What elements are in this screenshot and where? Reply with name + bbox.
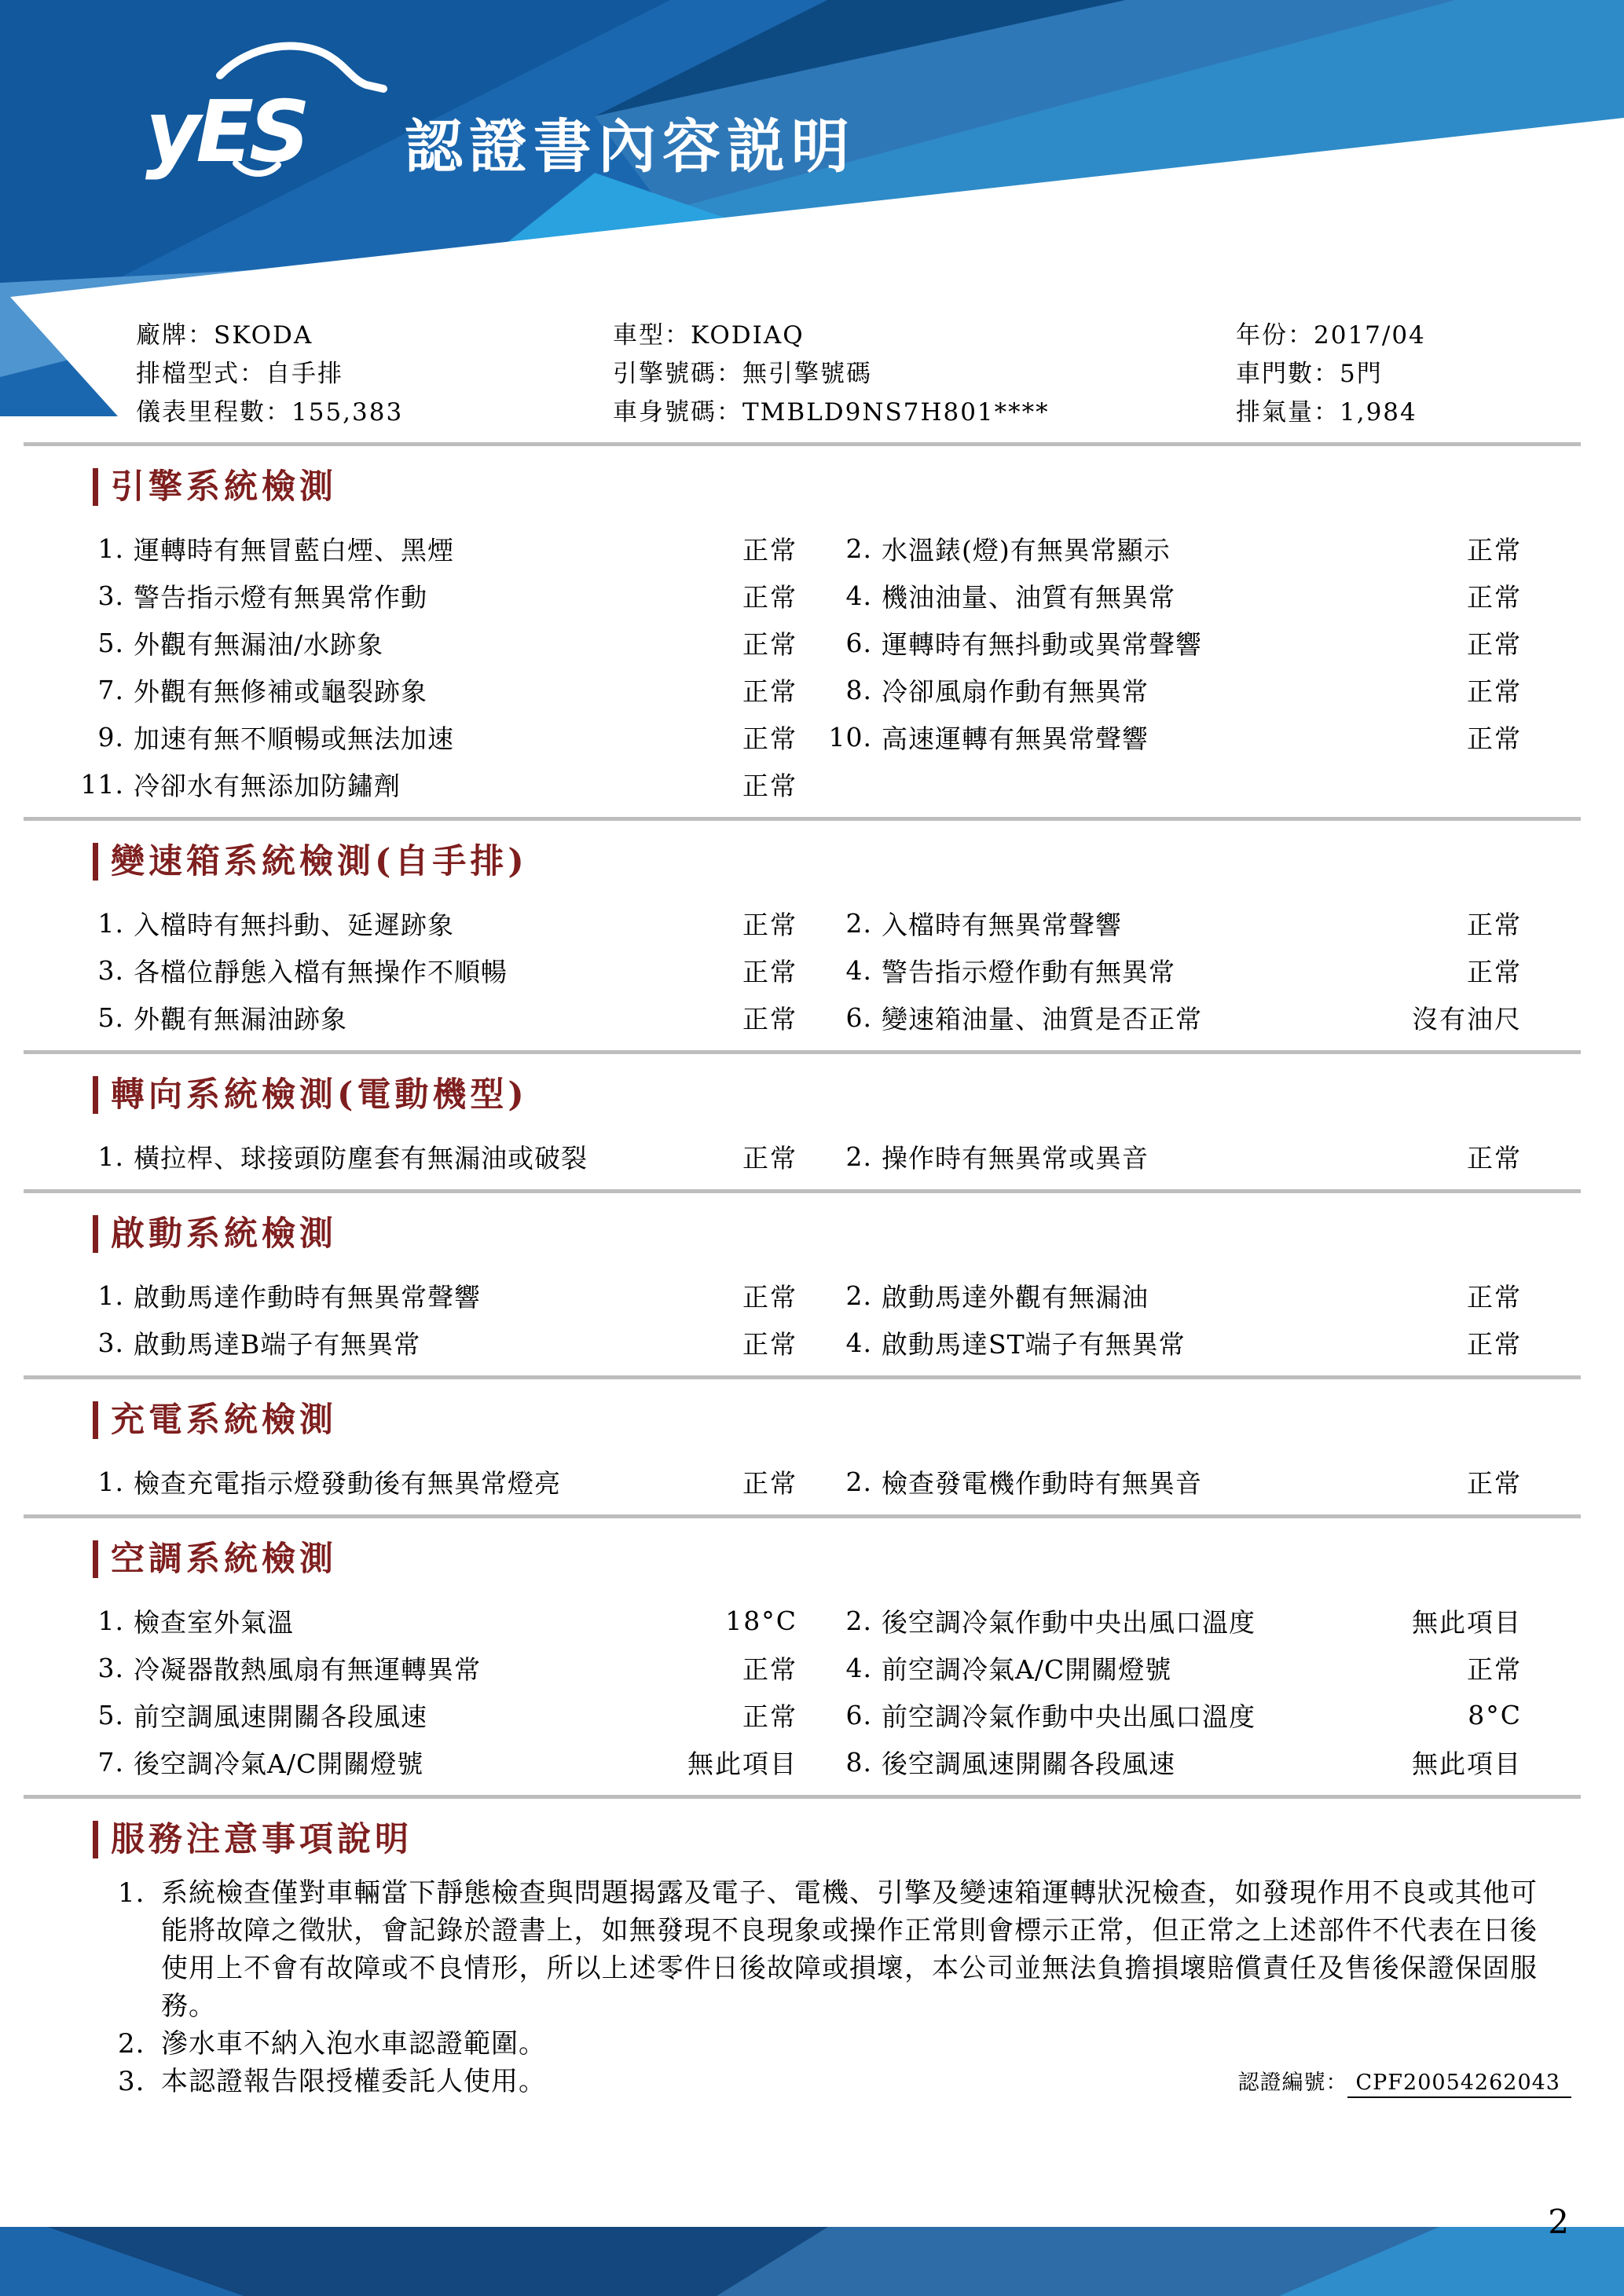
certificate-number-line bbox=[1237, 2065, 1571, 2096]
item-status: 正常 bbox=[742, 1467, 797, 1499]
item-label: 機油油量、油質有無異常 bbox=[882, 581, 1175, 613]
item-number: 3. bbox=[97, 1652, 124, 1683]
item-number: 2. bbox=[845, 1605, 872, 1636]
item-status: 正常 bbox=[742, 770, 797, 801]
vehicle-info-label: 排檔型式： bbox=[136, 360, 266, 388]
item-number: 2. bbox=[845, 533, 872, 564]
section-title bbox=[93, 1076, 1624, 1114]
item-label: 加速有無不順暢或無法加速 bbox=[134, 723, 454, 754]
vehicle-info bbox=[0, 317, 1624, 432]
item-status: 正常 bbox=[742, 676, 797, 707]
item-status: 正常 bbox=[742, 723, 797, 754]
section-rows bbox=[0, 1597, 1624, 1785]
item-status: 正常 bbox=[1467, 534, 1522, 566]
section-divider bbox=[24, 1795, 1581, 1799]
item-number: 4. bbox=[845, 1652, 872, 1683]
check-row bbox=[0, 666, 1624, 713]
item-status: 正常 bbox=[742, 1142, 797, 1174]
check-row bbox=[0, 947, 1624, 994]
check-row bbox=[0, 1738, 1624, 1785]
check-row bbox=[0, 1458, 1624, 1505]
note-number: 2. bbox=[118, 2028, 145, 2060]
item-label: 冷卻風扇作動有無異常 bbox=[882, 676, 1149, 707]
item-number: 2. bbox=[845, 1280, 872, 1311]
item-label: 冷卻水有無添加防鏽劑 bbox=[134, 770, 401, 801]
section-title bbox=[93, 1401, 1624, 1439]
item-label: 運轉時有無冒藍白煙、黑煙 bbox=[134, 534, 454, 566]
item-number: 4. bbox=[845, 1327, 872, 1358]
item-label: 各檔位靜態入檔有無操作不順暢 bbox=[134, 956, 508, 987]
item-label: 後空調風速開關各段風速 bbox=[882, 1748, 1175, 1779]
item-number: 1. bbox=[97, 907, 124, 939]
section-rows bbox=[0, 1272, 1624, 1366]
item-label: 警告指示燈有無異常作動 bbox=[134, 581, 427, 613]
vehicle-info-value: 自手排 bbox=[266, 360, 343, 388]
item-label: 外觀有無修補或龜裂跡象 bbox=[134, 676, 427, 707]
section-title-text: 變速箱系統檢測(自手排) bbox=[111, 842, 528, 881]
item-label: 前空調冷氣A/C開關燈號 bbox=[882, 1653, 1172, 1685]
inspection-section bbox=[0, 1076, 1624, 1180]
item-number: 6. bbox=[845, 627, 872, 658]
check-row bbox=[0, 572, 1624, 619]
section-title-bar bbox=[93, 1821, 98, 1858]
item-number: 5. bbox=[97, 1699, 124, 1730]
item-label: 後空調冷氣A/C開關燈號 bbox=[134, 1748, 424, 1779]
vehicle-info-label: 車身號碼： bbox=[613, 398, 742, 427]
item-label: 後空調冷氣作動中央出風口溫度 bbox=[882, 1606, 1256, 1638]
section-divider bbox=[24, 1050, 1581, 1054]
check-row bbox=[0, 1597, 1624, 1644]
note-item bbox=[118, 1874, 1624, 2025]
item-number: 3. bbox=[97, 954, 124, 986]
vehicle-info-field bbox=[613, 355, 1236, 394]
item-status: 沒有油尺 bbox=[1412, 1003, 1522, 1034]
item-number: 1. bbox=[97, 1605, 124, 1636]
inspection-section bbox=[0, 1215, 1624, 1366]
section-title bbox=[93, 468, 1624, 506]
item-label: 啟動馬達作動時有無異常聲響 bbox=[134, 1281, 481, 1313]
check-row bbox=[0, 1133, 1624, 1180]
section-title-text: 引擎系統檢測 bbox=[111, 467, 337, 507]
item-status: 無此項目 bbox=[687, 1748, 797, 1779]
vehicle-info-field bbox=[613, 394, 1236, 432]
vehicle-info-value: TMBLD9NS7H801**** bbox=[742, 398, 1050, 427]
item-status: 正常 bbox=[742, 1328, 797, 1360]
vehicle-info-label: 引擎號碼： bbox=[613, 360, 742, 388]
section-rows bbox=[0, 525, 1624, 807]
certificate-number-label: 認證編號： bbox=[1237, 2071, 1348, 2095]
item-number: 1. bbox=[97, 1280, 124, 1311]
vehicle-info-label: 車門數： bbox=[1236, 360, 1340, 388]
vehicle-info-value: SKODA bbox=[214, 321, 313, 350]
section-rows bbox=[0, 1458, 1624, 1505]
inspection-section bbox=[0, 1401, 1624, 1505]
item-number: 4. bbox=[845, 954, 872, 986]
note-item bbox=[118, 2025, 1624, 2063]
item-status: 正常 bbox=[1467, 581, 1522, 613]
note-text: 系統檢查僅對車輛當下靜態檢查與問題揭露及電子、電機、引擎及變速箱運轉狀況檢查，如發現作用不良或其他可能將故障之徵狀，會記錄於證書上，如無發現不良現象或操作正常則會標示正常，但正常之上述部件不代表在日後使用上不會有故障或不良情形，所以上述零件日後故障或損壞，本公司並無法負擔損壞賠償責任及售後保證保固服務。 bbox=[161, 1877, 1538, 2022]
vehicle-info-field bbox=[613, 317, 1236, 355]
service-notes bbox=[0, 1821, 1624, 2100]
divider bbox=[24, 442, 1581, 446]
item-status: 正常 bbox=[742, 1701, 797, 1732]
item-status: 8°C bbox=[1468, 1699, 1522, 1730]
item-number: 2. bbox=[845, 1141, 872, 1172]
item-status: 正常 bbox=[1467, 723, 1522, 754]
item-status: 正常 bbox=[1467, 1142, 1522, 1174]
vehicle-info-value: 無引擎號碼 bbox=[742, 360, 872, 388]
item-label: 外觀有無漏油跡象 bbox=[134, 1003, 347, 1034]
item-number: 11. bbox=[80, 768, 124, 800]
item-status: 正常 bbox=[742, 1653, 797, 1685]
item-label: 高速運轉有無異常聲響 bbox=[882, 723, 1149, 754]
item-label: 前空調冷氣作動中央出風口溫度 bbox=[882, 1701, 1256, 1732]
check-row bbox=[0, 760, 1624, 807]
item-status: 正常 bbox=[1467, 909, 1522, 940]
item-label: 警告指示燈作動有無異常 bbox=[882, 956, 1175, 987]
item-number: 8. bbox=[845, 674, 872, 705]
item-number: 6. bbox=[845, 1002, 872, 1033]
item-number: 7. bbox=[97, 674, 124, 705]
item-status: 正常 bbox=[1467, 1653, 1522, 1685]
inspection-section bbox=[0, 1540, 1624, 1785]
inspection-section bbox=[0, 843, 1624, 1041]
yes-logo-text: yES bbox=[145, 83, 306, 181]
section-title-text: 空調系統檢測 bbox=[111, 1540, 337, 1579]
vehicle-info-field bbox=[136, 317, 613, 355]
vehicle-info-value: 155,383 bbox=[291, 398, 404, 427]
item-status: 無此項目 bbox=[1412, 1606, 1522, 1638]
item-number: 10. bbox=[828, 721, 872, 753]
section-title bbox=[93, 843, 1624, 881]
item-label: 檢查發電機作動時有無異音 bbox=[882, 1467, 1202, 1499]
vehicle-info-value: 2017/04 bbox=[1314, 321, 1426, 350]
item-label: 啟動馬達ST端子有無異常 bbox=[882, 1328, 1186, 1360]
certificate-number-value: CPF20054262043 bbox=[1347, 2071, 1571, 2098]
check-row bbox=[0, 1691, 1624, 1738]
item-status: 正常 bbox=[742, 909, 797, 940]
vehicle-info-field bbox=[1236, 394, 1624, 432]
section-title bbox=[93, 1821, 1624, 1858]
vehicle-info-field bbox=[1236, 355, 1624, 394]
item-number: 1. bbox=[97, 1466, 124, 1497]
item-label: 橫拉桿、球接頭防塵套有無漏油或破裂 bbox=[134, 1142, 588, 1174]
item-number: 5. bbox=[97, 1002, 124, 1033]
check-row bbox=[0, 1644, 1624, 1691]
item-number: 2. bbox=[845, 1466, 872, 1497]
item-label: 入檔時有無異常聲響 bbox=[882, 909, 1122, 940]
vehicle-info-field bbox=[136, 394, 613, 432]
section-title-bar bbox=[93, 1076, 98, 1114]
inspection-sections bbox=[0, 468, 1624, 1799]
item-label: 前空調風速開關各段風速 bbox=[134, 1701, 427, 1732]
item-label: 水溫錶(燈)有無異常顯示 bbox=[882, 534, 1171, 566]
item-number: 1. bbox=[97, 1141, 124, 1172]
item-status: 正常 bbox=[1467, 628, 1522, 660]
item-status: 正常 bbox=[1467, 1328, 1522, 1360]
note-number: 3. bbox=[118, 2066, 145, 2097]
item-number: 8. bbox=[845, 1746, 872, 1778]
vehicle-info-value: KODIAQ bbox=[691, 321, 805, 350]
section-divider bbox=[24, 1189, 1581, 1193]
section-title-bar bbox=[93, 468, 98, 506]
item-number: 7. bbox=[97, 1746, 124, 1778]
vehicle-info-label: 排氣量： bbox=[1236, 398, 1340, 427]
check-row bbox=[0, 713, 1624, 760]
item-number: 2. bbox=[845, 907, 872, 939]
item-number: 4. bbox=[845, 580, 872, 611]
item-status: 正常 bbox=[742, 628, 797, 660]
item-label: 運轉時有無抖動或異常聲響 bbox=[882, 628, 1202, 660]
item-label: 檢查室外氣溫 bbox=[134, 1606, 294, 1638]
section-rows bbox=[0, 1133, 1624, 1180]
item-number: 6. bbox=[845, 1699, 872, 1730]
item-label: 冷凝器散熱風扇有無運轉異常 bbox=[134, 1653, 481, 1685]
note-text: 滲水車不納入泡水車認證範圍。 bbox=[161, 2028, 546, 2060]
section-title bbox=[93, 1540, 1624, 1578]
check-row bbox=[0, 619, 1624, 666]
vehicle-info-value: 5門 bbox=[1340, 360, 1383, 388]
check-row bbox=[0, 525, 1624, 572]
section-divider bbox=[24, 1514, 1581, 1518]
vehicle-info-label: 廠牌： bbox=[136, 321, 214, 350]
item-status: 18°C bbox=[725, 1605, 797, 1636]
item-label: 啟動馬達外觀有無漏油 bbox=[882, 1281, 1149, 1313]
section-divider bbox=[24, 1375, 1581, 1379]
item-label: 檢查充電指示燈發動後有無異常燈亮 bbox=[134, 1467, 561, 1499]
item-status: 正常 bbox=[742, 1281, 797, 1313]
item-label: 入檔時有無抖動、延遲跡象 bbox=[134, 909, 454, 940]
page-number: 2 bbox=[1548, 2203, 1569, 2241]
section-title-text: 啟動系統檢測 bbox=[111, 1214, 337, 1254]
check-row bbox=[0, 1272, 1624, 1319]
note-text: 本認證報告限授權委託人使用。 bbox=[161, 2066, 546, 2097]
section-title-bar bbox=[93, 1215, 98, 1253]
item-status: 正常 bbox=[1467, 1467, 1522, 1499]
vehicle-info-field bbox=[1236, 317, 1624, 355]
vehicle-info-label: 車型： bbox=[613, 321, 691, 350]
section-divider bbox=[24, 817, 1581, 821]
check-row bbox=[0, 899, 1624, 947]
item-number: 9. bbox=[97, 721, 124, 753]
vehicle-info-field bbox=[136, 355, 613, 394]
item-status: 正常 bbox=[1467, 956, 1522, 987]
item-label: 啟動馬達B端子有無異常 bbox=[134, 1328, 421, 1360]
note-number: 1. bbox=[118, 1877, 145, 1909]
item-number: 1. bbox=[97, 533, 124, 564]
item-label: 外觀有無漏油/水跡象 bbox=[134, 628, 384, 660]
item-status: 正常 bbox=[742, 1003, 797, 1034]
section-title-text: 充電系統檢測 bbox=[111, 1401, 337, 1440]
item-status: 正常 bbox=[1467, 1281, 1522, 1313]
item-status: 正常 bbox=[742, 581, 797, 613]
item-label: 操作時有無異常或異音 bbox=[882, 1142, 1149, 1174]
section-title-text: 服務注意事項說明 bbox=[111, 1820, 412, 1859]
item-label: 變速箱油量、油質是否正常 bbox=[882, 1003, 1202, 1034]
item-status: 正常 bbox=[742, 956, 797, 987]
page-title: 認證書內容説明 bbox=[405, 113, 856, 181]
vehicle-info-label: 年份： bbox=[1236, 321, 1314, 350]
section-title-bar bbox=[93, 1401, 98, 1439]
check-row bbox=[0, 994, 1624, 1041]
check-row bbox=[0, 1319, 1624, 1366]
item-status: 無此項目 bbox=[1412, 1748, 1522, 1779]
section-title-text: 轉向系統檢測(電動機型) bbox=[111, 1075, 528, 1115]
item-number: 3. bbox=[97, 580, 124, 611]
item-number: 3. bbox=[97, 1327, 124, 1358]
item-status: 正常 bbox=[1467, 676, 1522, 707]
section-title bbox=[93, 1215, 1624, 1253]
vehicle-info-label: 儀表里程數： bbox=[136, 398, 291, 427]
section-title-bar bbox=[93, 1540, 98, 1578]
section-title-bar bbox=[93, 843, 98, 881]
item-status: 正常 bbox=[742, 534, 797, 566]
item-number: 5. bbox=[97, 627, 124, 658]
inspection-section bbox=[0, 468, 1624, 807]
vehicle-info-value: 1,984 bbox=[1340, 398, 1417, 427]
section-rows bbox=[0, 899, 1624, 1041]
